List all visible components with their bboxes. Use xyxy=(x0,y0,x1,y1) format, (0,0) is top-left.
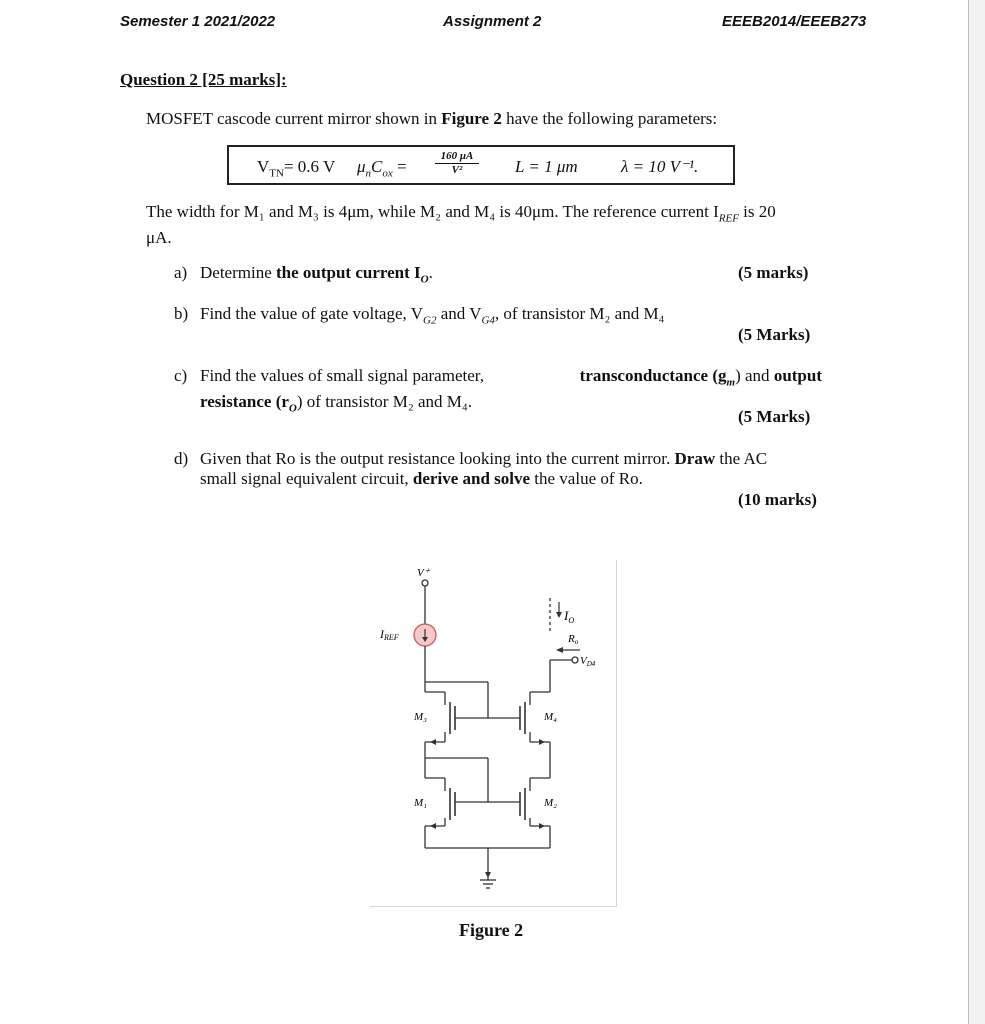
vtn-value: = 0.6 V xyxy=(283,157,336,176)
part-b-mid: and V xyxy=(436,304,482,323)
part-a-marks: (5 marks) xyxy=(738,263,809,282)
part-c-line1-pre: Find the values of small signal parameter, xyxy=(200,366,484,385)
part-c-text xyxy=(200,366,822,419)
part-a-text xyxy=(200,263,433,289)
equals-sign: = xyxy=(397,157,407,176)
width-text-line2: μA. xyxy=(146,228,172,248)
part-b-pre: Find the value of gate voltage, V xyxy=(200,304,423,323)
vtn-symbol: V xyxy=(257,157,270,176)
part-d-line2-post: the value of Ro. xyxy=(530,469,643,488)
mu-symbol: μ xyxy=(357,157,366,176)
ro-label: Ro xyxy=(568,633,579,646)
part-c-ro-open: (r xyxy=(271,392,289,412)
part-b-text xyxy=(200,304,664,330)
part-d-line1 xyxy=(200,449,822,469)
param-length: L = 1 μm xyxy=(515,157,578,176)
part-a-sub: O xyxy=(420,273,429,286)
fraction-denominator: V² xyxy=(435,163,479,177)
m2-label: M₂ xyxy=(544,797,557,809)
part-d-derive-solve: derive and solve xyxy=(412,469,531,488)
intro-text: MOSFET cascode current mirror shown in xyxy=(146,109,442,128)
cox-subscript: ox xyxy=(382,167,393,180)
part-c-line1 xyxy=(200,366,822,392)
parameter-box xyxy=(227,145,735,185)
header-semester: Semester 1 2021/2022 xyxy=(120,13,276,30)
param-fraction xyxy=(435,150,479,177)
vtn-subscript: TN xyxy=(269,167,284,180)
m1-arrow-icon xyxy=(430,823,436,829)
part-b-end: , of transistor M₂ and M₄ xyxy=(494,304,665,323)
part-d-line1-post: the AC xyxy=(715,449,768,468)
part-c-line2-post: ) of transistor M₂ and M₄. xyxy=(296,392,473,412)
ro-arrow-icon xyxy=(556,647,563,653)
header-course: EEEB2014/EEEB273 xyxy=(722,13,867,30)
mu-subscript: n xyxy=(365,167,372,180)
vd4-label: VD4 xyxy=(580,655,596,668)
part-c-line2 xyxy=(200,392,822,418)
header-assignment: Assignment 2 xyxy=(443,13,542,30)
m4-arrow-icon xyxy=(539,739,545,745)
part-a-post: . xyxy=(428,263,433,282)
iref-label: IREF xyxy=(380,627,399,642)
width-text: The width for M₁ and M₃ is 4μm, while M₂ and M₄ is 40μm. The reference current I xyxy=(146,202,719,221)
part-d-letter: d) xyxy=(174,449,189,468)
part-c-and: ) and xyxy=(735,366,774,385)
width-paragraph xyxy=(146,202,836,248)
param-mu-cox xyxy=(357,157,407,179)
part-b-sub2: G4 xyxy=(481,314,495,327)
width-text-end: is 20 xyxy=(738,202,776,221)
vplus-label: V⁺ xyxy=(417,567,430,579)
fraction-numerator: 160 μA xyxy=(440,150,474,162)
part-c-transconductance: transconductance xyxy=(579,366,709,385)
part-c-ro-sub: O xyxy=(288,402,297,415)
part-a-pre: Determine xyxy=(200,263,276,282)
m2-arrow-icon xyxy=(539,823,545,829)
figure-caption: Figure 2 xyxy=(459,920,524,940)
part-d-line2 xyxy=(200,469,822,489)
intro-figure-ref: Figure 2 xyxy=(441,109,502,128)
part-b-marks: (5 Marks) xyxy=(738,325,811,344)
part-d-draw: Draw xyxy=(674,449,716,468)
part-c-letter: c) xyxy=(174,366,188,385)
intro-text-end: have the following parameters: xyxy=(501,109,718,128)
question-title: Question 2 [25 marks]: xyxy=(120,70,287,89)
cox-symbol: C xyxy=(371,157,383,176)
m3-arrow-icon xyxy=(430,739,436,745)
param-lambda: λ = 10 V⁻¹. xyxy=(621,157,699,176)
m3-label: M₃ xyxy=(414,711,427,723)
vd4-terminal xyxy=(572,657,578,663)
part-c-gm-open: (g xyxy=(708,366,727,385)
part-a-bold: the output current I xyxy=(276,263,421,282)
m1-label: M₁ xyxy=(414,797,427,809)
iref-subscript: REF xyxy=(718,212,739,225)
part-d-marks: (10 marks) xyxy=(738,490,817,509)
part-d-text xyxy=(200,449,822,489)
ground-icon xyxy=(485,872,491,878)
part-c-marks: (5 Marks) xyxy=(738,407,811,426)
m4-label: M₄ xyxy=(544,711,557,723)
part-b-letter: b) xyxy=(174,304,189,323)
part-c-output: output xyxy=(773,366,822,385)
intro-paragraph xyxy=(146,109,717,129)
part-a-letter: a) xyxy=(174,263,188,282)
cascode-circuit-diagram xyxy=(370,560,620,900)
param-vtn xyxy=(257,157,335,179)
part-c-resistance: resistance xyxy=(200,392,272,412)
part-c-gm-sub: m xyxy=(726,376,736,389)
part-b-sub1: G2 xyxy=(423,314,437,327)
part-d-line1-pre: Given that Ro is the output resistance looking into the current mirror. xyxy=(200,449,675,468)
io-label: $I_O$ xyxy=(564,608,575,625)
part-d-line2-pre: small signal equivalent circuit, xyxy=(200,469,413,488)
vplus-terminal xyxy=(422,580,428,586)
